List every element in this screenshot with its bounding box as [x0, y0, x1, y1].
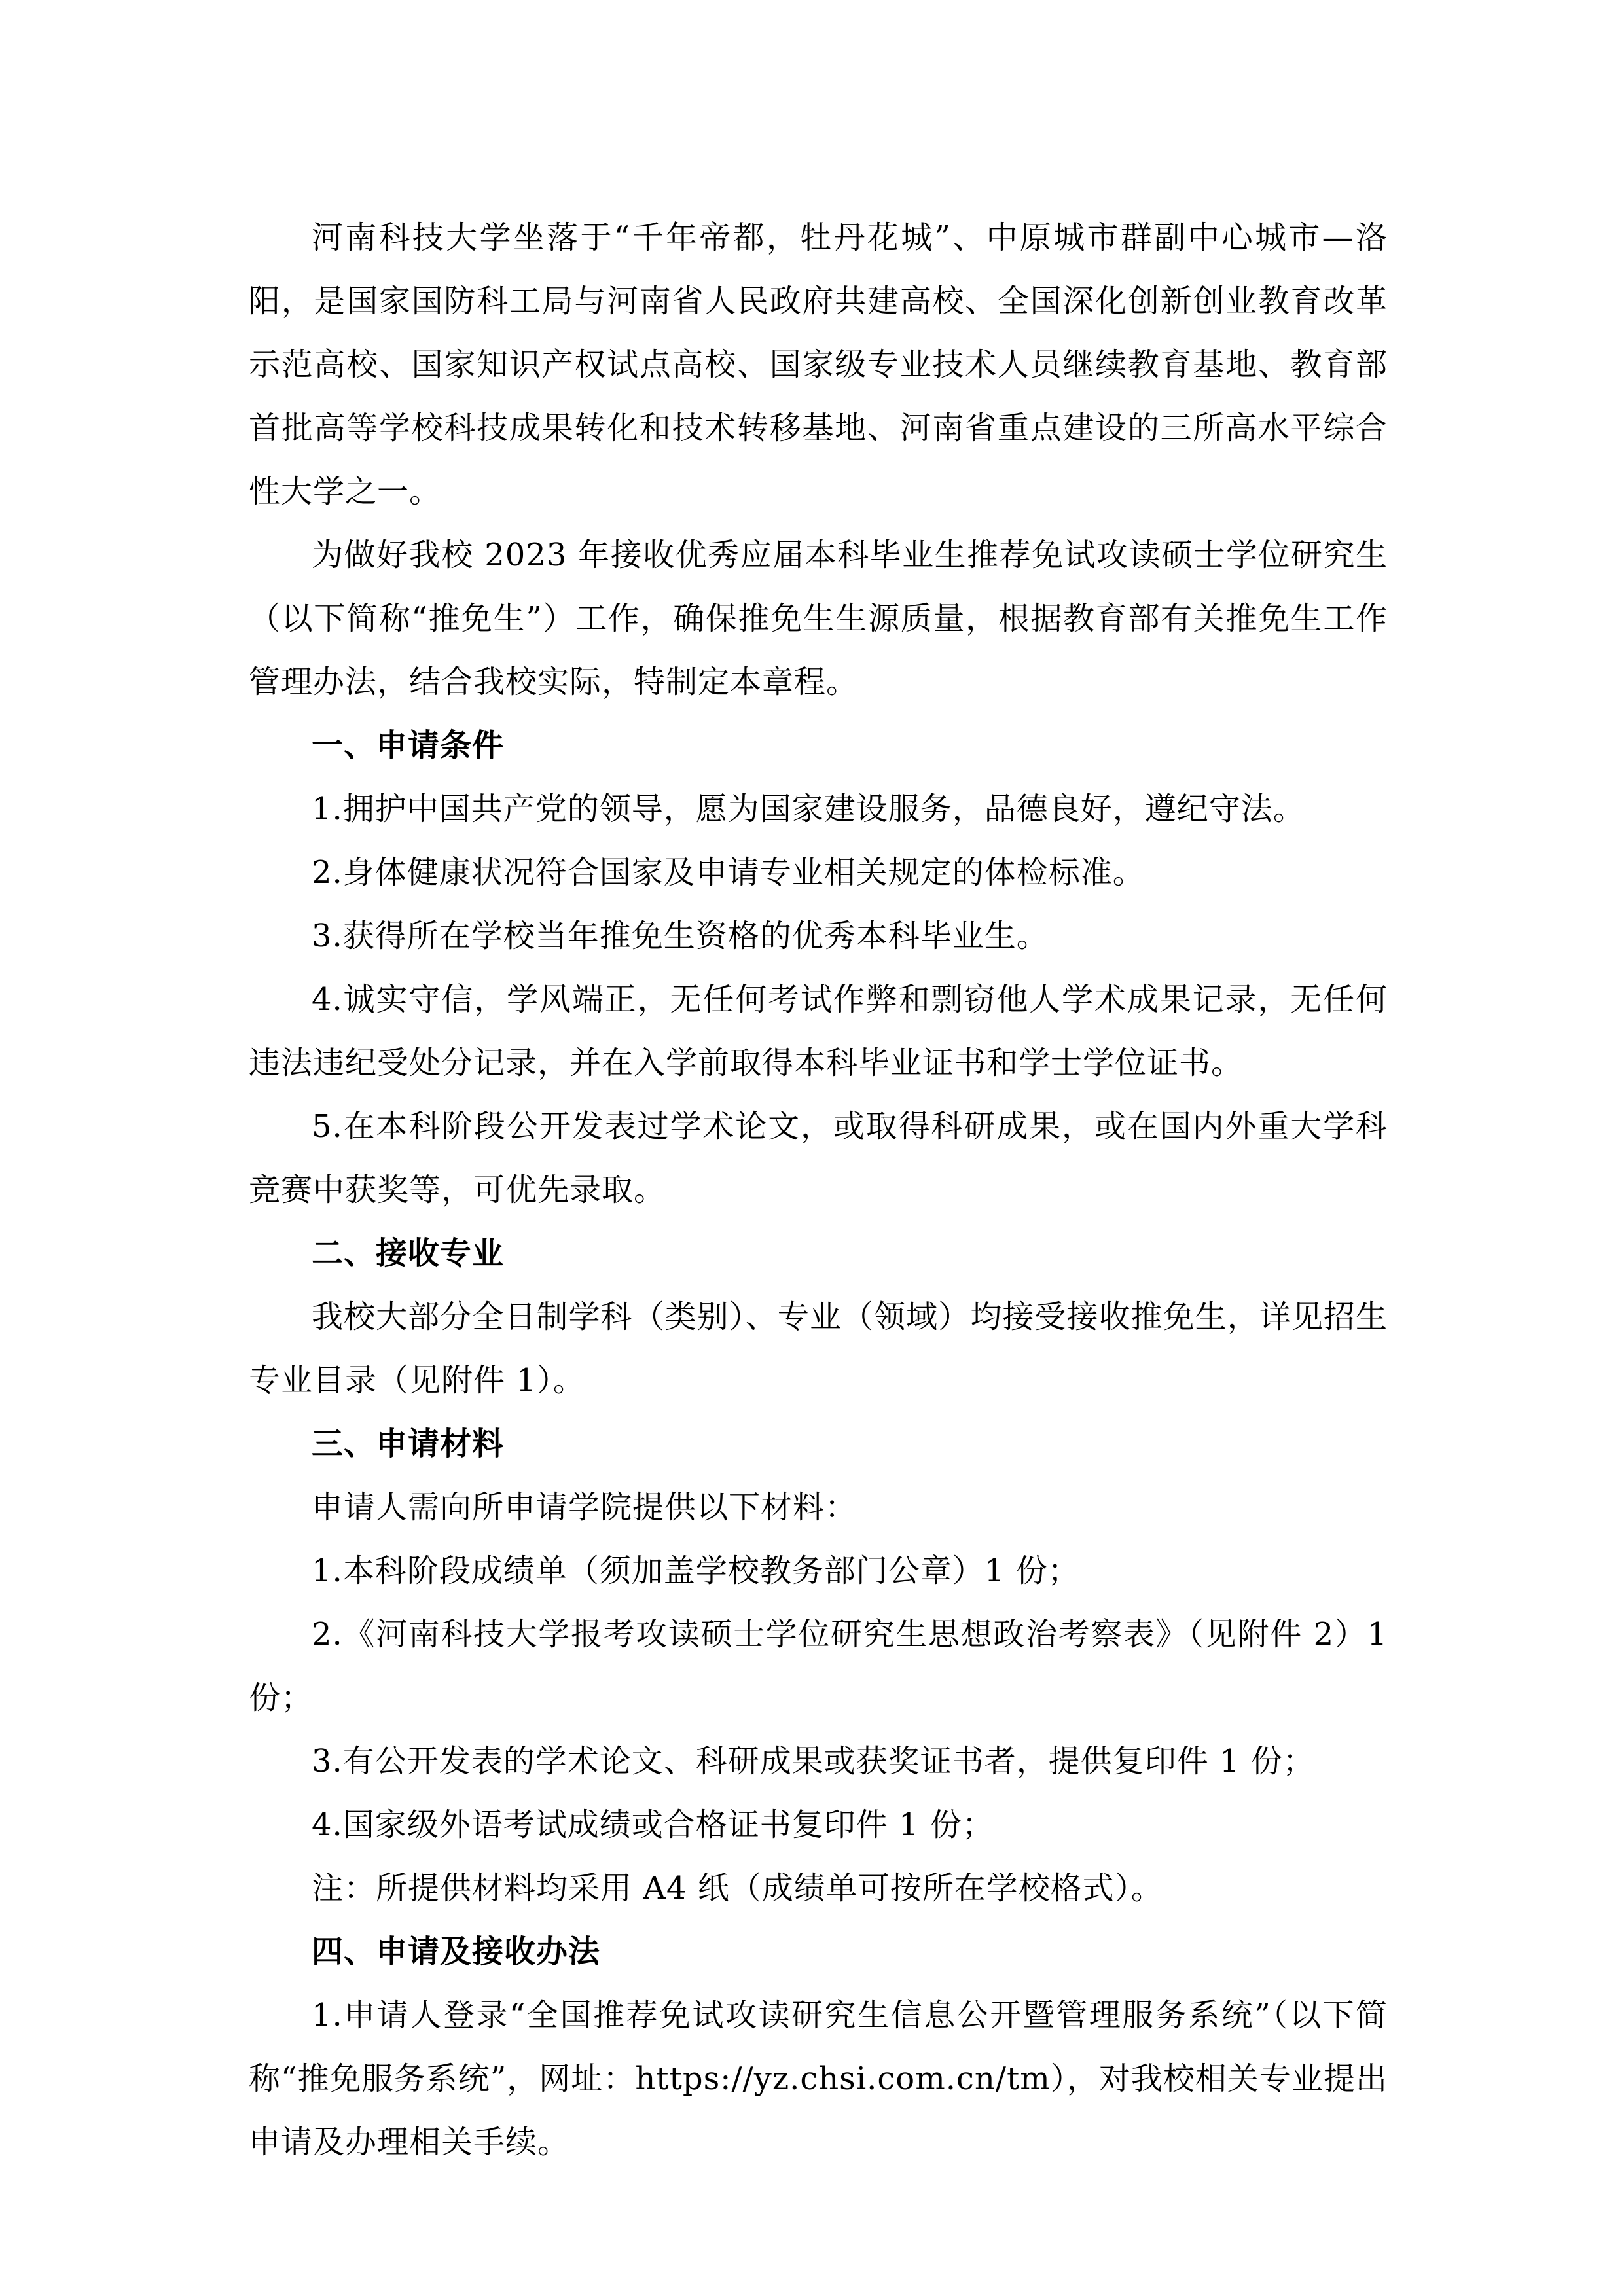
intro-paragraph-2: 为做好我校 2023 年接收优秀应届本科毕业生推荐免试攻读硕士学位研究生（以下简称“推免生”）工作，确保推免生生源质量，根据教育部有关推免生工作管理办法，结合我校实际，特制定本章程。 [249, 537, 1388, 700]
section-heading-conditions: 一、申请条件 [312, 727, 505, 764]
condition-item-5: 5.在本科阶段公开发表过学术论文，或取得科研成果，或在国内外重大学科竞赛中获奖等，可优先录取。 [249, 1108, 1388, 1208]
condition-item-3: 3.获得所在学校当年推免生资格的优秀本科毕业生。 [312, 918, 1049, 954]
materials-note: 注：所提供材料均采用 A4 纸（成绩单可按所在学校格式）。 [312, 1870, 1163, 1907]
section-heading-materials: 三、申请材料 [312, 1426, 505, 1462]
document-page [249, 206, 1388, 2174]
material-item-4: 4.国家级外语考试成绩或合格证书复印件 1 份； [312, 1806, 994, 1843]
material-item-1: 1.本科阶段成绩单（须加盖学校教务部门公章）1 份； [312, 1552, 1080, 1589]
section-heading-procedure: 四、申请及接收办法 [312, 1933, 601, 1970]
intro-paragraph-1: 河南科技大学坐落于“千年帝都，牡丹花城”、中原城市群副中心城市—洛阳，是国家国防科工局与河南省人民政府共建高校、全国深化创新创业教育改革示范高校、国家知识产权试点高校、国家级专业技术人员继续教育基地、教育部首批高等学校科技成果转化和技术转移基地、河南省重点建设的三所高水平综合性大学之一。 [249, 219, 1388, 510]
majors-paragraph: 我校大部分全日制学科（类别）、专业（领域）均接受接收推免生，详见招生专业目录（见附件 1）。 [249, 1299, 1388, 1399]
material-item-3: 3.有公开发表的学术论文、科研成果或获奖证书者，提供复印件 1 份； [312, 1743, 1315, 1780]
materials-intro: 申请人需向所申请学院提供以下材料： [312, 1489, 857, 1526]
procedure-item-1: 1.申请人登录“全国推荐免试攻读研究生信息公开暨管理服务系统”（以下简称“推免服务系统”，网址：https://yz.chsi.com.cn/tm），对我校相关专业提出申请及办理相关手续。 [249, 1997, 1388, 2161]
condition-item-2: 2.身体健康状况符合国家及申请专业相关规定的体检标准。 [312, 854, 1145, 891]
material-item-2: 2.《河南科技大学报考攻读硕士学位研究生思想政治考察表》（见附件 2）1 份； [249, 1616, 1388, 1716]
section-heading-majors: 二、接收专业 [312, 1235, 505, 1272]
condition-item-1: 1.拥护中国共产党的领导，愿为国家建设服务，品德良好，遵纪守法。 [312, 791, 1305, 827]
condition-item-4: 4.诚实守信，学风端正，无任何考试作弊和剽窃他人学术成果记录，无任何违法违纪受处分记录，并在入学前取得本科毕业证书和学士学位证书。 [249, 981, 1388, 1081]
